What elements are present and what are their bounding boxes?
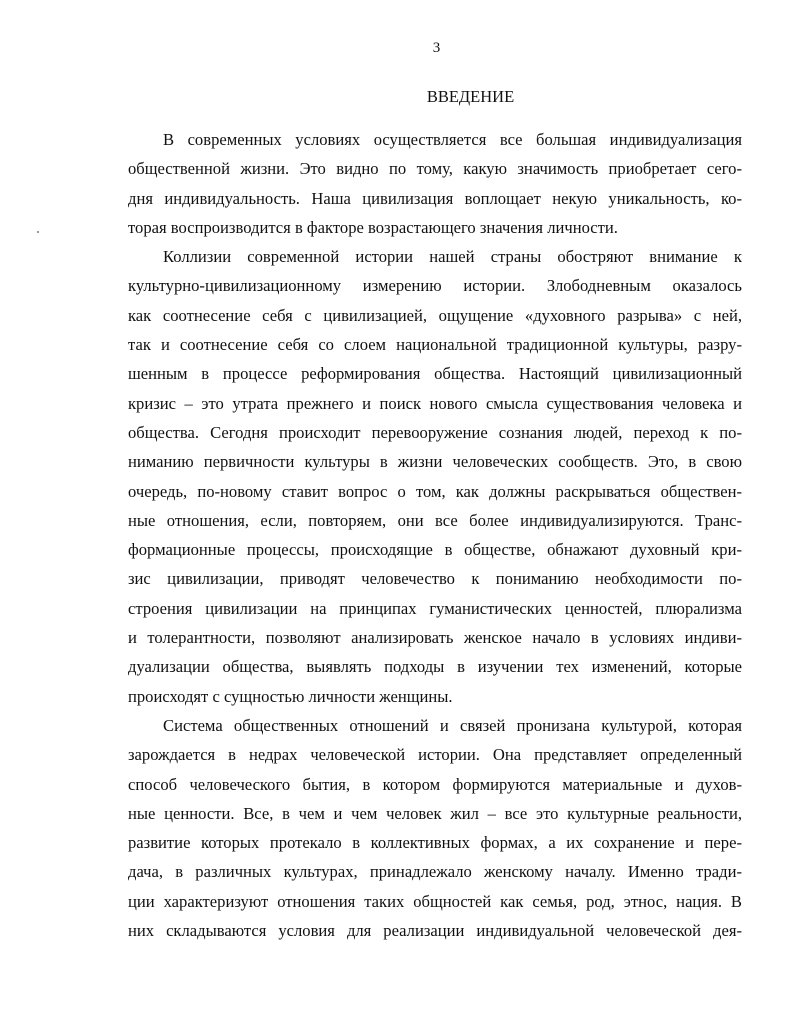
text-line: культурно-цивилизационному измерению истории. Злободневным оказалось bbox=[128, 276, 742, 296]
text-line: них складываются условия для реализации индивидуальной человеческой дея- bbox=[128, 921, 742, 941]
text-line: происходят с сущностью личности женщины. bbox=[128, 686, 453, 706]
paragraph-3 bbox=[128, 711, 742, 945]
text-line: Коллизии современной истории нашей страны обостряют внимание к bbox=[163, 247, 742, 267]
text-line: и толерантности, позволяют анализировать женское начало в условиях индиви- bbox=[128, 628, 742, 648]
text-line: ции характеризуют отношения таких общностей как семья, род, этнос, нация. В bbox=[128, 891, 742, 911]
text-line: общественной жизни. Это видно по тому, какую значимость приобретает сего- bbox=[128, 159, 742, 179]
paragraph-2 bbox=[128, 242, 742, 711]
text-line: дуализации общества, выявлять подходы в изучении тех изменений, которые bbox=[128, 657, 742, 677]
text-line: ные ценности. Все, в чем и чем человек жил – все это культурные реальности, bbox=[128, 803, 742, 823]
text-line: ные отношения, если, повторяем, они все более индивидуализируются. Транс- bbox=[128, 510, 742, 530]
text-line: зис цивилизации, приводят человечество к пониманию необходимости по- bbox=[128, 569, 742, 589]
text-line: шенным в процессе реформирования общества. Настоящий цивилизационный bbox=[128, 364, 742, 384]
text-line: развитие которых протекало в коллективных формах, а их сохранение и пере- bbox=[128, 833, 742, 853]
paragraph-1 bbox=[128, 125, 742, 242]
text-line: зарождается в недрах человеческой истории. Она представляет определенный bbox=[128, 745, 742, 765]
text-line: дача, в различных культурах, принадлежало женскому началу. Именно тради- bbox=[128, 862, 742, 882]
text-line: кризис – это утрата прежнего и поиск нового смысла существования человека и bbox=[128, 393, 742, 413]
text-line: как соотнесение себя с цивилизацией, ощущение «духовного разрыва» с ней, bbox=[128, 305, 742, 325]
text-line: дня индивидуальность. Наша цивилизация воплощает некую уникальность, ко- bbox=[128, 188, 742, 208]
section-heading: ВВЕДЕНИЕ bbox=[426, 87, 515, 106]
page-number: 3 bbox=[432, 40, 441, 56]
text-line: строения цивилизации на принципах гуманистических ценностей, плюрализма bbox=[128, 598, 742, 618]
body-text bbox=[128, 125, 742, 945]
text-line: ниманию первичности культуры в жизни человеческих сообществ. Это, в свою bbox=[128, 452, 742, 472]
text-line: В современных условиях осуществляется все большая индивидуализация bbox=[163, 130, 742, 149]
scan-speck bbox=[37, 231, 39, 233]
text-line: Система общественных отношений и связей пронизана культурой, которая bbox=[163, 715, 742, 735]
text-line: способ человеческого бытия, в котором формируются материальные и духов- bbox=[128, 774, 742, 794]
text-line: очередь, по-новому ставит вопрос о том, как должны раскрываться обществен- bbox=[128, 481, 742, 501]
text-line: формационные процессы, происходящие в обществе, обнажают духовный кри- bbox=[128, 540, 742, 560]
text-line: торая воспроизводится в факторе возрастающего значения личности. bbox=[128, 217, 618, 237]
text-line: так и соотнесение себя со слоем национальной традиционной культуры, разру- bbox=[128, 335, 742, 355]
text-line: общества. Сегодня происходит перевооружение сознания людей, переход к по- bbox=[128, 422, 742, 442]
